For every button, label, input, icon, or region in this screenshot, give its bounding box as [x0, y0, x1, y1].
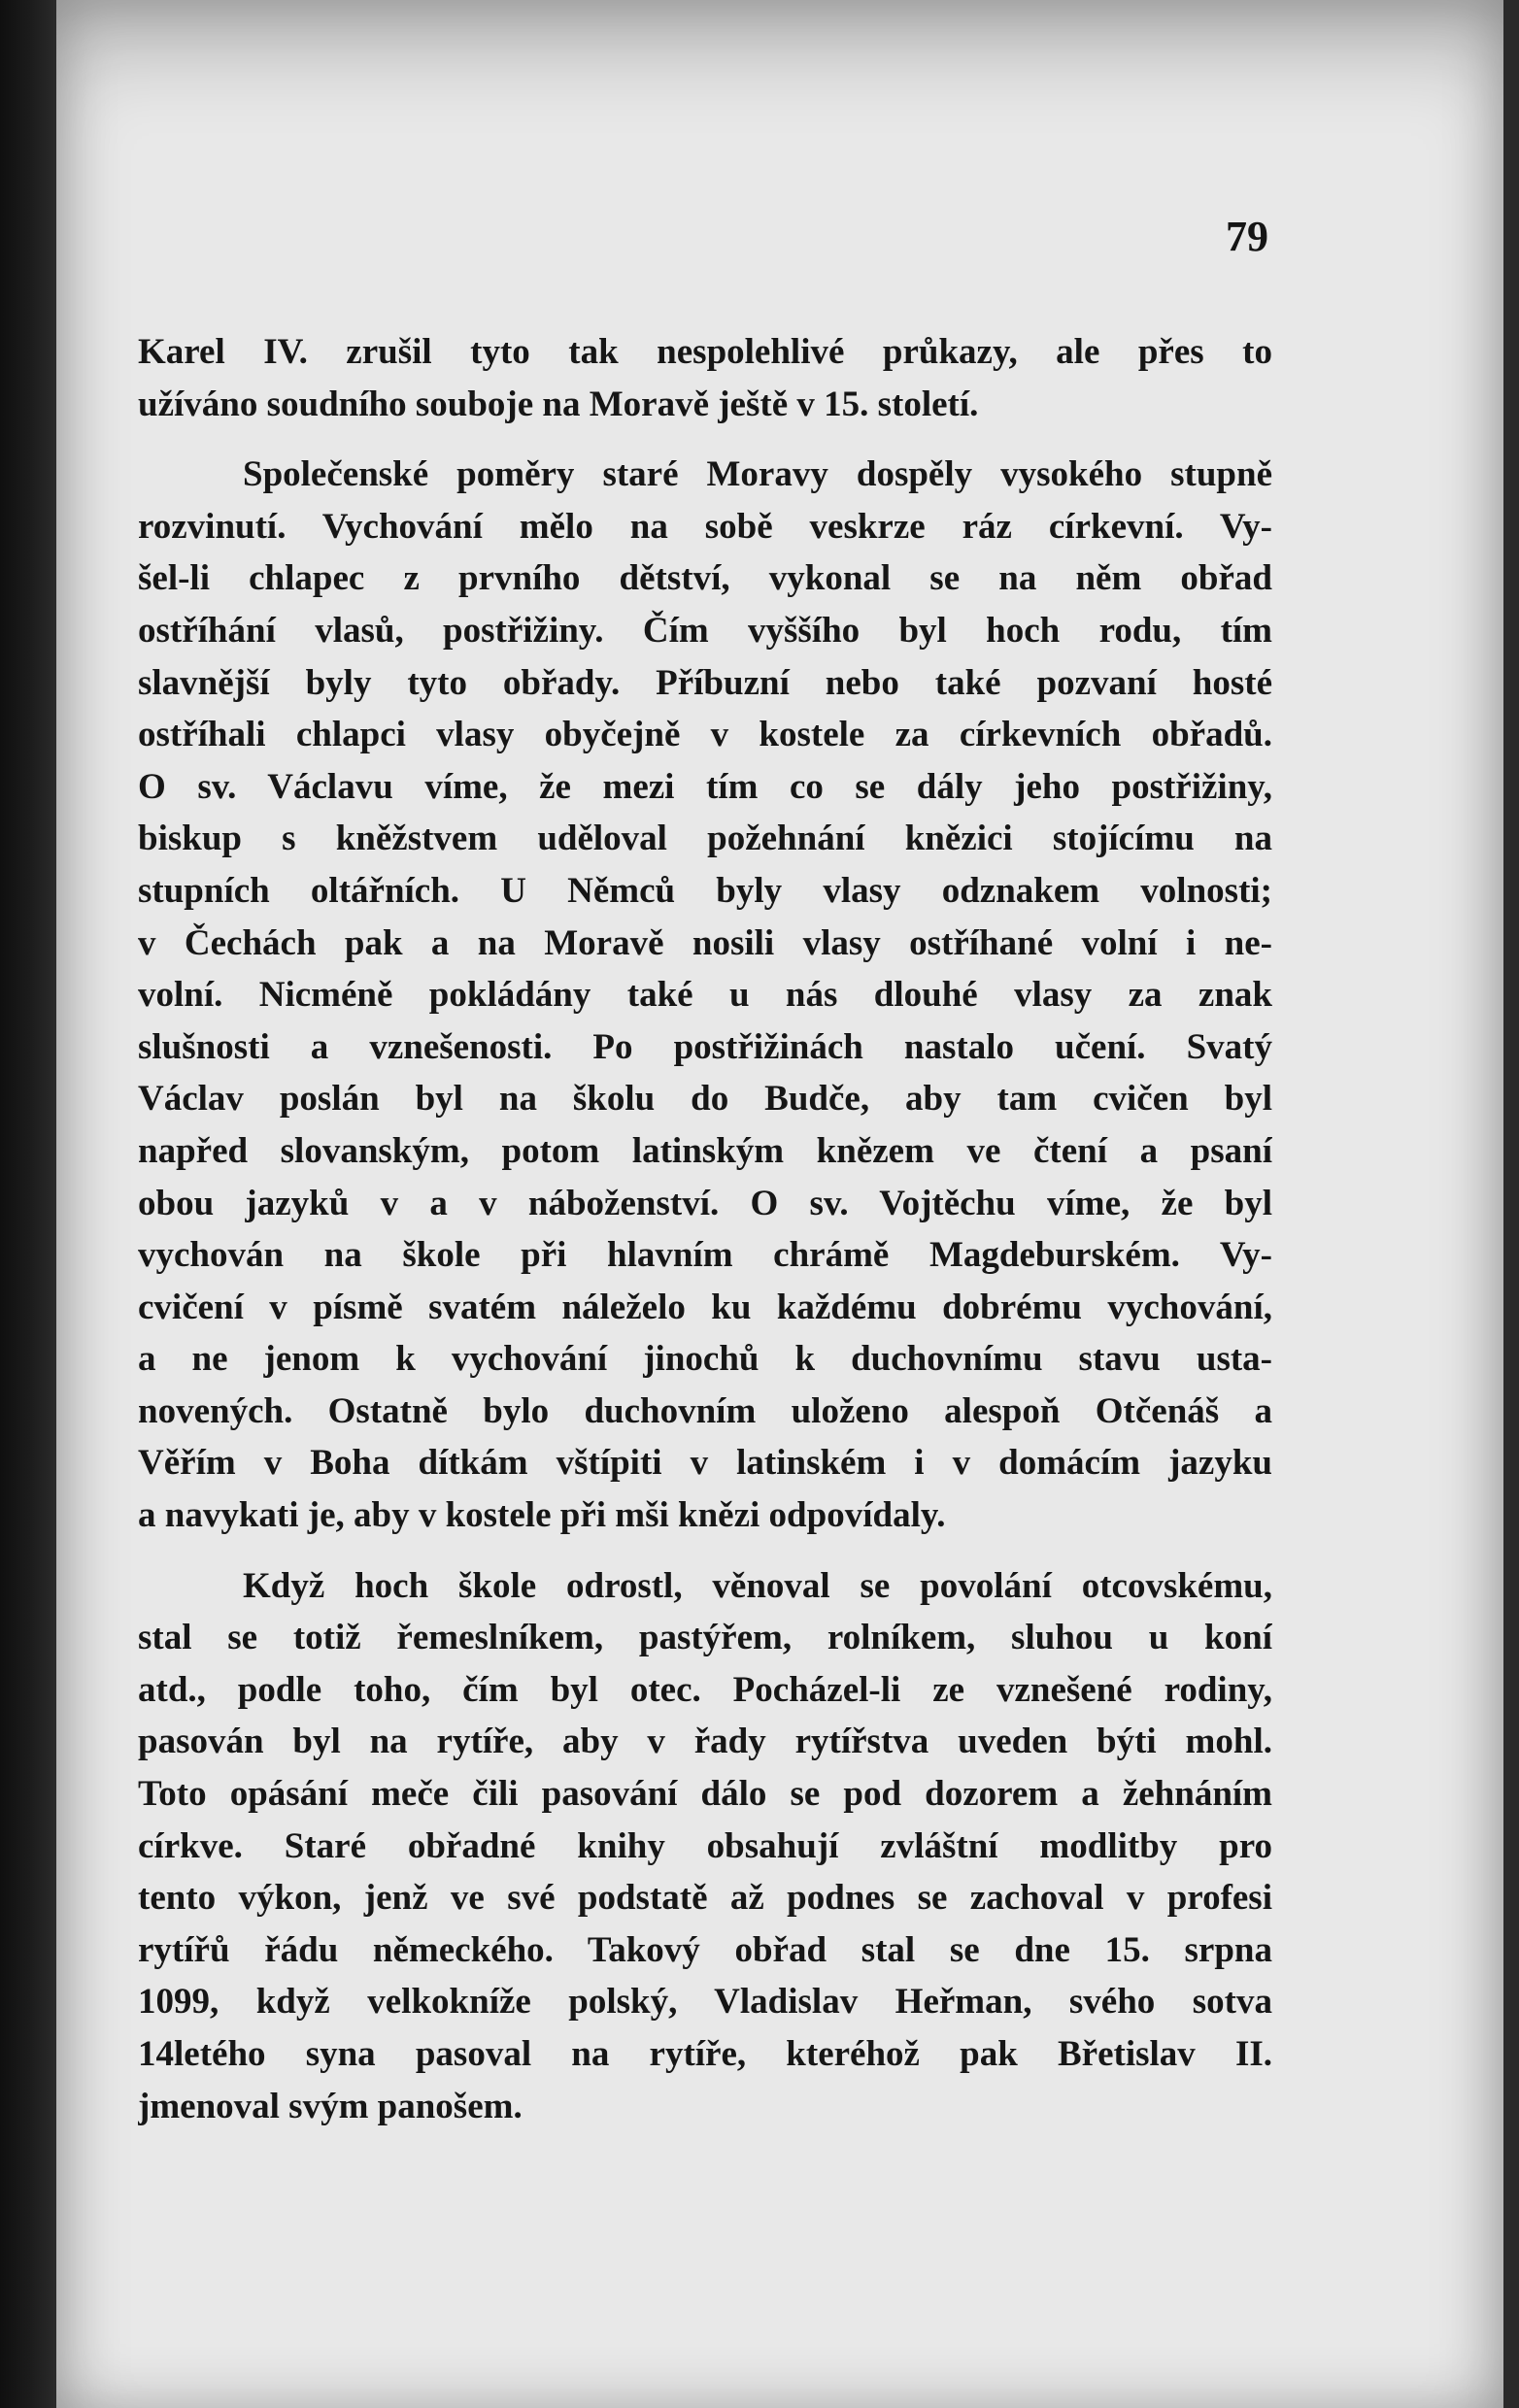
text-line: 1099, když velkokníže polský, Vladislav Heřman, svého sotva — [138, 1982, 1272, 2023]
text-line: cvičení v písmě svatém náleželo ku každému dobrému vychování, — [138, 1287, 1272, 1327]
text-line: církve. Staré obřadné knihy obsahují zvláštní modlitby pro — [138, 1825, 1272, 1866]
text-line: slušnosti a vznešenosti. Po postřižinách nastalo učení. Svatý — [138, 1026, 1272, 1067]
page-body — [138, 326, 1272, 2132]
text-line: ostříhání vlasů, postřižiny. Čím vyššího byl hoch rodu, tím — [138, 610, 1272, 651]
text-line: a navykati je, aby v kostele při mši knězi odpovídaly. — [138, 1495, 946, 1536]
text-line: biskup s kněžstvem uděloval požehnání knězici stojícímu na — [138, 819, 1272, 859]
text-line: tento výkon, jenž ve své podstatě až podnes se zachoval v profesi — [138, 1878, 1272, 1919]
text-line: jmenoval svým panošem. — [138, 2086, 523, 2126]
text-line: stal se totiž řemeslníkem, pastýřem, rolníkem, sluhou u koní — [138, 1618, 1272, 1658]
paragraph-2 — [138, 449, 1272, 1541]
page-number: 79 — [1226, 213, 1268, 260]
text-line: užíváno soudního souboje na Moravě ještě v 15. století. — [138, 384, 979, 424]
paragraph-gap — [138, 1542, 1272, 1560]
text-line: slavnější byly tyto obřady. Příbuzní nebo také pozvaní hosté — [138, 662, 1272, 703]
text-line: obou jazyků v a v náboženství. O sv. Vojtěchu víme, že byl — [138, 1183, 1272, 1223]
paragraph-3 — [138, 1560, 1272, 2133]
text-line: atd., podle toho, čím byl otec. Pocházel-li ze vznešené rodiny, — [138, 1669, 1272, 1710]
text-line: rozvinutí. Vychování mělo na sobě veskrze ráz církevní. Vy- — [138, 506, 1272, 547]
text-line: a ne jenom k vychování jinochů k duchovnímu stavu usta- — [138, 1339, 1272, 1380]
text-line: 14letého syna pasoval na rytíře, kteréhož pak Břetislav II. — [138, 2034, 1272, 2074]
text-line: Když hoch škole odrostl, věnoval se povolání otcovskému, — [243, 1565, 1272, 1606]
text-line: ostříhali chlapci vlasy obyčejně v kostele za církevních obřadů. — [138, 715, 1272, 755]
paragraph-gap — [138, 430, 1272, 449]
text-line: volní. Nicméně pokládány také u nás dlouhé vlasy za znak — [138, 975, 1272, 1016]
text-line: vychován na škole při hlavním chrámě Magdeburském. Vy- — [138, 1235, 1272, 1276]
scan-binding-edge — [0, 0, 56, 2408]
text-line: Václav poslán byl na školu do Budče, aby tam cvičen byl — [138, 1079, 1272, 1120]
text-line: v Čechách pak a na Moravě nosili vlasy ostříhané volní i ne- — [138, 922, 1272, 963]
text-line: Věřím v Boha dítkám vštípiti v latinském i v domácím jazyku — [138, 1443, 1272, 1484]
text-line: stupních oltářních. U Němců byly vlasy odznakem volnosti; — [138, 870, 1272, 911]
text-line: Karel IV. zrušil tyto tak nespolehlivé průkazy, ale přes to — [138, 332, 1272, 372]
text-line: šel-li chlapec z prvního dětství, vykonal se na něm obřad — [138, 558, 1272, 599]
text-line: napřed slovanským, potom latinským knězem ve čtení a psaní — [138, 1130, 1272, 1171]
text-line: novených. Ostatně bylo duchovním uloženo alespoň Otčenáš a — [138, 1390, 1272, 1431]
text-line: rytířů řádu německého. Takový obřad stal se dne 15. srpna — [138, 1929, 1272, 1970]
scan-right-edge — [1503, 0, 1519, 2408]
text-line: O sv. Václavu víme, že mezi tím co se dály jeho postřižiny, — [138, 766, 1272, 807]
paragraph-1 — [138, 326, 1272, 430]
text-line: Společenské poměry staré Moravy dospěly vysokého stupně — [243, 454, 1272, 495]
text-line: pasován byl na rytíře, aby v řady rytířstva uveden býti mohl. — [138, 1722, 1272, 1762]
text-line: Toto opásání meče čili pasování dálo se pod dozorem a žehnáním — [138, 1774, 1272, 1815]
